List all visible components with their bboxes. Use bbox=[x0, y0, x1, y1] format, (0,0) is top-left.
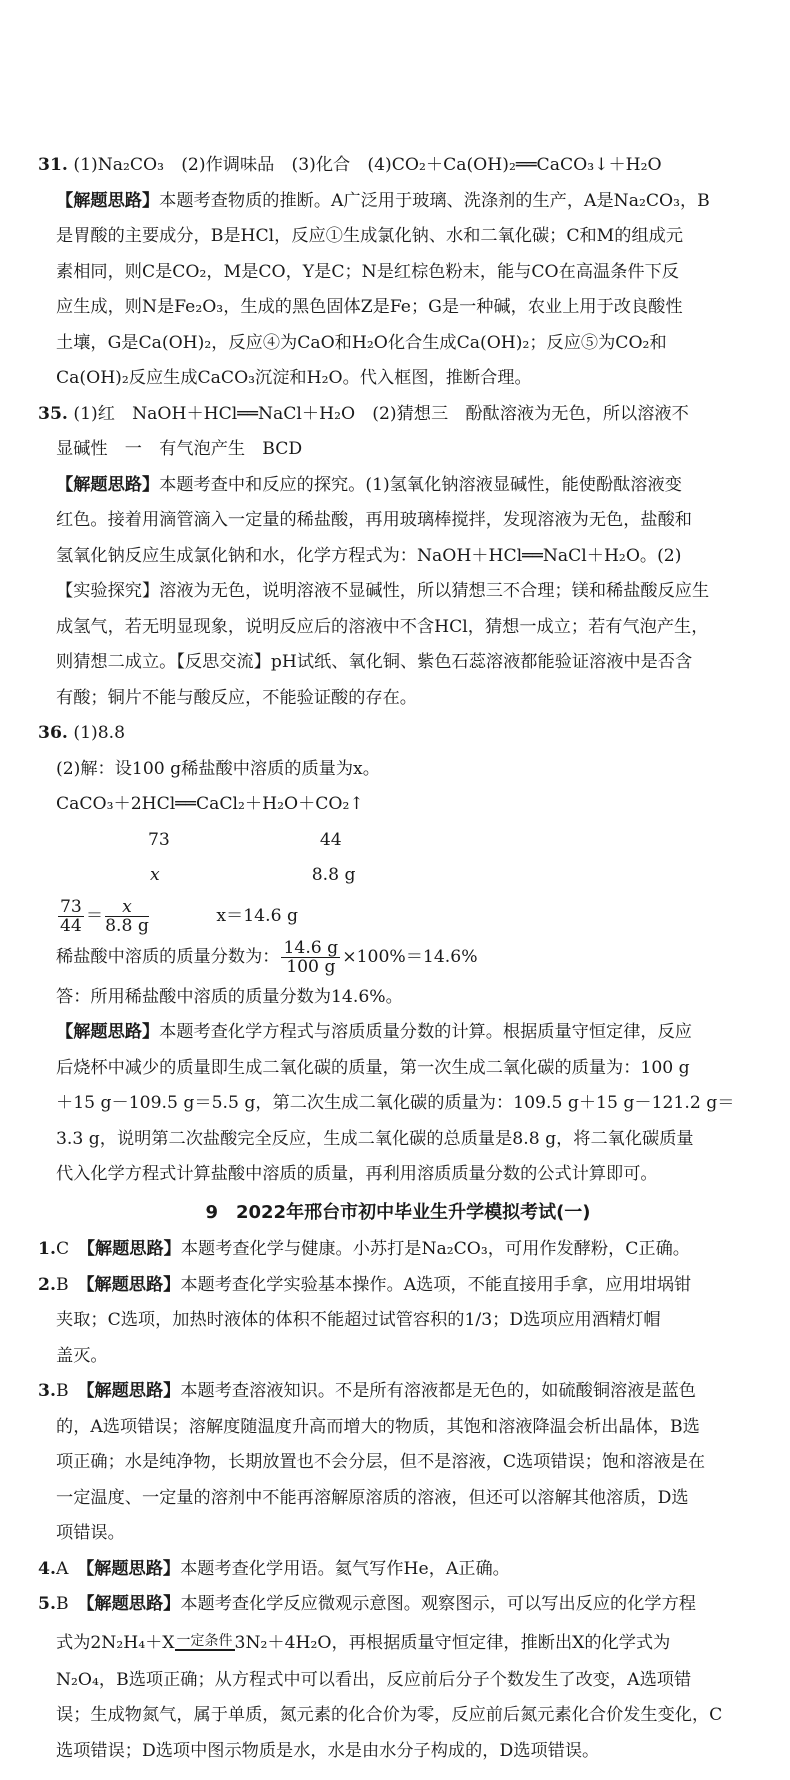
analysis-tag: 【解题思路】 bbox=[86, 1239, 181, 1259]
q36-number: 36. bbox=[38, 723, 68, 743]
item-3: 3.B 【解题思路】本题考查溶液知识。不是所有溶液都是无色的，如硫酸铜溶液是蓝色 bbox=[38, 1381, 696, 1401]
q36-mass-fraction: 稀盐酸中溶质的质量分数为： $\frac{14.6 g}{100 g}$ ×100%＝14.6% bbox=[56, 937, 478, 977]
q36-analysis-line: 【解题思路】本题考查化学方程式与溶质质量分数的计算。根据质量守恒定律，反应 bbox=[56, 1022, 692, 1042]
answer-page bbox=[38, 148, 758, 1769]
q35-analysis-line: 则猜想二成立。【反思交流】pH试纸、氧化铜、紫色石蕊溶液都能验证溶液中是否含 bbox=[56, 652, 693, 672]
item-3-line: 一定温度、一定量的溶剂中不能再溶解原溶质的溶液，但还可以溶解其他溶质，D选 bbox=[56, 1487, 689, 1508]
item-2: 2.B 【解题思路】本题考查化学实验基本操作。A选项，不能直接用手拿，应用坩埚钳 bbox=[38, 1274, 692, 1295]
item-5-line: 选项错误；D选项中图示物质是水，水是由水分子构成的，D选项错误。 bbox=[56, 1740, 600, 1761]
x-result: x＝14.6 g bbox=[216, 905, 298, 926]
item-2-line: 夹取；C选项，加热时液体的体积不能超过试管容积的1/3；D选项应用酒精灯帽 bbox=[56, 1310, 661, 1330]
fraction: $\frac{73}{44}$ bbox=[60, 896, 82, 936]
q36-molar-mass-row: 73 44 bbox=[148, 829, 342, 850]
q36-value-row: x 8.8 g bbox=[150, 865, 356, 885]
q36-analysis-line: ＋15 g－109.5 g＝5.5 g，第二次生成二氧化碳的质量为：109.5 g＋15 g－121.2 g＝ bbox=[56, 1093, 735, 1113]
q35-analysis-line: 红色。接着用滴管滴入一定量的稀盐酸，再用玻璃棒搅拌，发现溶液为无色，盐酸和 bbox=[56, 510, 692, 530]
q35-answer: 35. (1)红 NaOH＋HCl══NaCl＋H₂O (2)猜想三 酚酞溶液为无色，所以溶液不 bbox=[38, 403, 689, 424]
q31-analysis-line: 土壤，G是Ca(OH)₂，反应④为CaO和H₂O化合生成Ca(OH)₂；反应⑤为CO₂和 bbox=[56, 332, 667, 353]
analysis-tag: 【解题思路】 bbox=[56, 474, 160, 495]
q35-answer-cont: 显碱性 一 有气泡产生 BCD bbox=[56, 439, 303, 459]
q36-analysis-line: 后烧杯中减少的质量即生成二氧化碳的质量，第一次生成二氧化碳的质量为：100 g bbox=[56, 1057, 690, 1078]
analysis-tag: 【解题思路】 bbox=[85, 1558, 181, 1579]
q36-part2: (2)解：设100 g稀盐酸中溶质的质量为x。 bbox=[56, 758, 380, 779]
section-title: 9 2022年邢台市初中毕业生升学模拟考试(一) bbox=[205, 1201, 591, 1223]
item-5-line: 误；生成物氮气，属于单质，氮元素的化合价为零，反应前后氮元素化合价发生变化，C bbox=[56, 1705, 723, 1725]
q36-part1: 36. (1)8.8 bbox=[38, 723, 126, 743]
analysis-tag: 【解题思路】 bbox=[85, 1381, 181, 1401]
q36-proportion: $\frac{73}{44}$ ＝ $\frac{x}{8.8 g}$ x＝14.6 g bbox=[60, 896, 298, 936]
fraction: $\frac{x}{8.8 g}$ bbox=[105, 896, 149, 936]
q35-analysis-line: 【实验探究】溶液为无色，说明溶液不显碱性，所以猜想三不合理；镁和稀盐酸反应生 bbox=[56, 581, 710, 601]
q36-conclusion: 答：所用稀盐酸中溶质的质量分数为14.6%。 bbox=[56, 986, 403, 1007]
q35-analysis-line: 氢氧化钠反应生成氯化钠和水，化学方程式为：NaOH＋HCl══NaCl＋H₂O。(2) bbox=[56, 545, 682, 566]
item-3-line: 的，A选项错误；溶解度随温度升高而增大的物质，其饱和溶液降温会析出晶体，B选 bbox=[56, 1416, 700, 1437]
item-5: 5.B 【解题思路】本题考查化学反应微观示意图。观察图示，可以写出反应的化学方程 bbox=[38, 1594, 696, 1614]
q35-analysis-line: 成氢气，若无明显现象，说明反应后的溶液中不含HCl，猜想一成立；若有气泡产生， bbox=[56, 616, 709, 637]
item-4: 4.A 【解题思路】本题考查化学用语。氦气写作He，A正确。 bbox=[38, 1558, 510, 1579]
q31-number: 31. bbox=[38, 155, 68, 175]
item-5-equation-line: 式为2N₂H₄＋X 一定条件 3N₂＋4H₂O，再根据质量守恒定律，推断出X的化学式为 bbox=[56, 1632, 671, 1653]
item-3-line: 项错误。 bbox=[56, 1523, 125, 1543]
reaction-condition: 一定条件 bbox=[175, 1633, 235, 1653]
analysis-tag: 【解题思路】 bbox=[85, 1274, 181, 1295]
item-5-line: N₂O₄，B选项正确；从方程式中可以看出，反应前后分子个数发生了改变，A选项错 bbox=[56, 1669, 692, 1690]
item-1: 1.C 【解题思路】本题考查化学与健康。小苏打是Na₂CO₃，可用作发酵粉，C正确。 bbox=[38, 1239, 690, 1259]
q31-analysis-line: 是胃酸的主要成分，B是HCl，反应①生成氯化钠、水和二氧化碳；C和M的组成元 bbox=[56, 226, 684, 246]
analysis-tag: 【解题思路】 bbox=[85, 1594, 181, 1614]
q31-analysis-line: 应生成，则N是Fe₂O₃，生成的黑色固体Z是Fe；G是一种碱，农业上用于改良酸性 bbox=[56, 297, 683, 317]
q35-number: 35. bbox=[38, 403, 68, 424]
q31-analysis-line: Ca(OH)₂反应生成CaCO₃沉淀和H₂O。代入框图，推断合理。 bbox=[56, 368, 532, 388]
q36-equation: CaCO₃＋2HCl══CaCl₂＋H₂O＋CO₂↑ bbox=[56, 794, 364, 814]
fraction: $\frac{14.6 g}{100 g}$ bbox=[283, 937, 339, 977]
q31-analysis-line: 【解题思路】本题考查物质的推断。A广泛用于玻璃、洗涤剂的生产，A是Na₂CO₃，B bbox=[56, 190, 710, 211]
analysis-tag: 【解题思路】 bbox=[56, 1022, 160, 1042]
q35-analysis-line: 有酸；铜片不能与酸反应，不能验证酸的存在。 bbox=[56, 687, 417, 708]
item-2-line: 盖灭。 bbox=[56, 1345, 108, 1366]
q35-analysis-line: 【解题思路】本题考查中和反应的探究。(1)氢氧化钠溶液显碱性，能使酚酞溶液变 bbox=[56, 474, 682, 495]
q36-analysis-line: 代入化学方程式计算盐酸中溶质的质量，再利用溶质质量分数的公式计算即可。 bbox=[56, 1164, 658, 1184]
item-3-line: 项正确；水是纯净物，长期放置也不会分层，但不是溶液，C选项错误；饱和溶液是在 bbox=[56, 1452, 706, 1472]
q36-analysis-line: 3.3 g，说明第二次盐酸完全反应，生成二氧化碳的总质量是8.8 g，将二氧化碳质量 bbox=[56, 1128, 694, 1149]
analysis-tag: 【解题思路】 bbox=[56, 190, 160, 211]
q31-answer: 31. (1)Na₂CO₃ (2)作调味品 (3)化合 (4)CO₂＋Ca(OH)₂══CaCO₃↓＋H₂O bbox=[38, 155, 662, 175]
q31-analysis-line: 素相同，则C是CO₂，M是CO，Y是C；N是红棕色粉末，能与CO在高温条件下反 bbox=[56, 261, 679, 282]
